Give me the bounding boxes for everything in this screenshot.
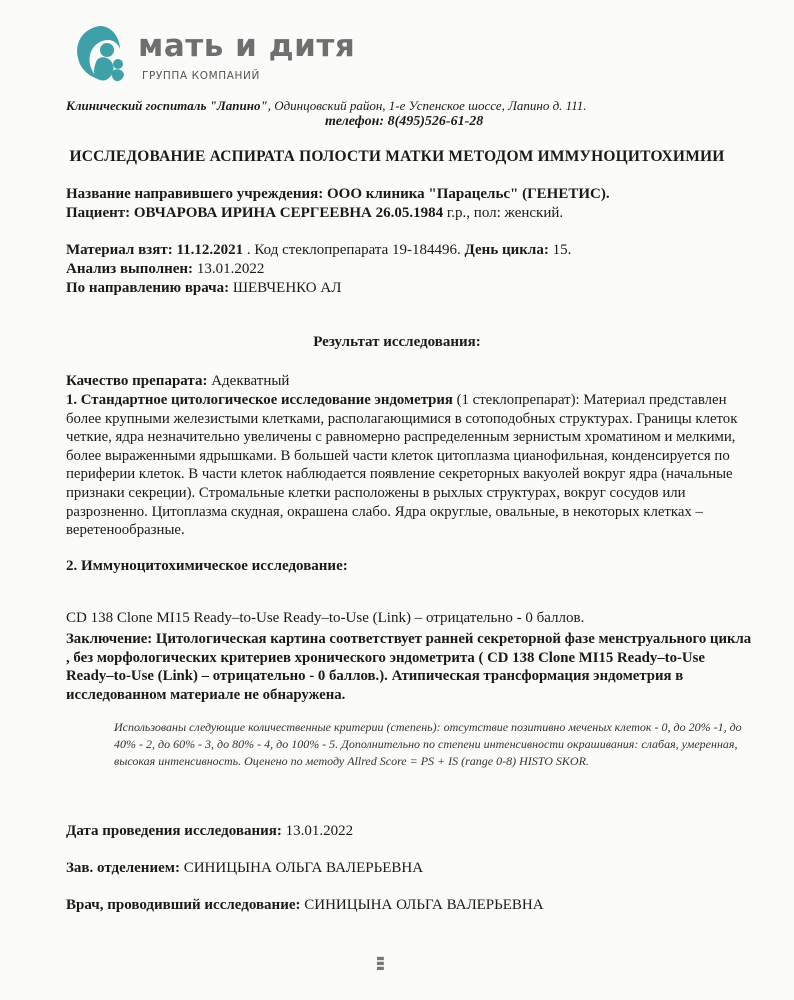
material-line (66, 242, 571, 259)
study-date-line (66, 823, 353, 840)
material-date: 11.12.2021 (172, 242, 244, 258)
hospital-name: Клинический госпиталь "Лапино" (66, 98, 268, 113)
logo-name: мать и дитя (138, 28, 356, 64)
study-date-value: 13.01.2022 (281, 823, 354, 839)
cytology-paragraph (66, 391, 746, 540)
ihc-label: 2. Иммуноцитохимическое исследование: (66, 558, 348, 574)
patient-name: ОВЧАРОВА ИРИНА СЕРГЕЕВНА 26.05.1984 (130, 205, 444, 221)
referrer-line (66, 186, 610, 203)
ihc-result: CD 138 Clone MI15 Ready–to-Use Ready–to-Use (Link) – отрицательно - 0 баллов. (66, 610, 585, 626)
study-date-label: Дата проведения исследования: (66, 823, 282, 839)
examining-doctor-value: СИНИЦЫНА ОЛЬГА ВАЛЕРЬЕВНА (300, 897, 544, 913)
hospital-address: , Одинцовский район, 1-е Успенское шоссе, Лапино д. 111. (267, 98, 587, 113)
head-label: Зав. отделением: (66, 860, 180, 876)
conclusion: Заключение: Цитологическая картина соответствует ранней секреторной фазе менструального цикла , без морфологических критериев хронического эндометрита ( CD 138 Clone MI15 Ready–to-Use Ready–to-Use (Link) – отрицательно - 0 баллов.). Атипическая трансформация эндометрия в исследованном материале не обнаружена. (66, 631, 752, 703)
document-title: ИССЛЕДОВАНИЕ АСПИРАТА ПОЛОСТИ МАТКИ МЕТОДОМ ИММУНОЦИТОХИМИИ (69, 148, 725, 165)
mother-child-logo-icon (70, 22, 132, 84)
cytology-label: 1. Стандартное цитологическое исследование эндометрия (66, 392, 453, 408)
head-line (66, 860, 423, 877)
result-title: Результат исследования: (313, 334, 481, 350)
examining-doctor-label: Врач, проводивший исследование: (66, 897, 301, 913)
page-edge-mark: ▮▮▮ (375, 956, 386, 971)
head-value: СИНИЦЫНА ОЛЬГА ВАЛЕРЬЕВНА (179, 860, 424, 876)
slide-code: . Код стеклопрепарата 19-184496. (243, 242, 461, 258)
examining-doctor-line (66, 897, 544, 914)
quality-line (66, 373, 289, 390)
cycle-label: День цикла: (460, 242, 549, 258)
quality-value: Адекватный (207, 373, 290, 389)
cycle-value: 15. (548, 242, 572, 258)
doctor-line (66, 280, 341, 297)
patient-details: г.р., пол: женский. (443, 205, 564, 221)
referring-doctor-label: По направлению врача: (66, 280, 230, 296)
referrer-label: Название направившего учреждения: (66, 186, 324, 202)
criteria-note: Использованы следующие количественные критерии (степень): отсутствие позитивно меченых клеток - 0, до 20% -1, до 40% - 2, до 60% - 3, до 80% - 4, до 100% - 5. Дополнительно по степени интенсивности окрашивания: слабая, умеренная, высокая интенсивность. Оценено по методу Allred Score = PS + IS (range 0-8) HISTO SKOR. (114, 720, 742, 768)
referring-doctor-value: ШЕВЧЕНКО АЛ (229, 280, 342, 296)
analysis-label: Анализ выполнен: (66, 261, 194, 277)
cytology-text: (1 стеклопрепарат): Материал представлен более крупными железистыми клетками, располагающимися в сотоподобных структурах. Границы клеток четкие, ядра незначительно увеличены с равномерно распределенным зернистым хроматином и мелкими, более выраженными ядрышками. В большей части клеток цитоплазма цианофильная, конденсируется по периферии клеток. В части клеток наблюдается появление секреторных вакуолей вокруг ядра (начальные признаки секреции). Стромальные клетки расположены в рыхлых структурах, вокруг сосудов или разрозненно. Цитоплазма скудная, окрашена слабо. Ядра округлые, овальные, в некоторых клетках – веретенообразные. (66, 392, 738, 539)
hospital-phone: телефон: 8(495)526-61-28 (325, 114, 484, 129)
company-logo (70, 22, 390, 92)
analysis-date: 13.01.2022 (193, 261, 265, 277)
analysis-line (66, 261, 264, 278)
material-label: Материал взят: (66, 242, 173, 258)
patient-line (66, 205, 563, 222)
quality-label: Качество препарата: (66, 373, 208, 389)
hospital-line (66, 98, 587, 114)
referrer-value: ООО клиника "Парацельс" (ГЕНЕТИС). (323, 186, 610, 202)
logo-subtitle: ГРУППА КОМПАНИЙ (142, 70, 260, 82)
patient-label: Пациент: (66, 205, 131, 221)
